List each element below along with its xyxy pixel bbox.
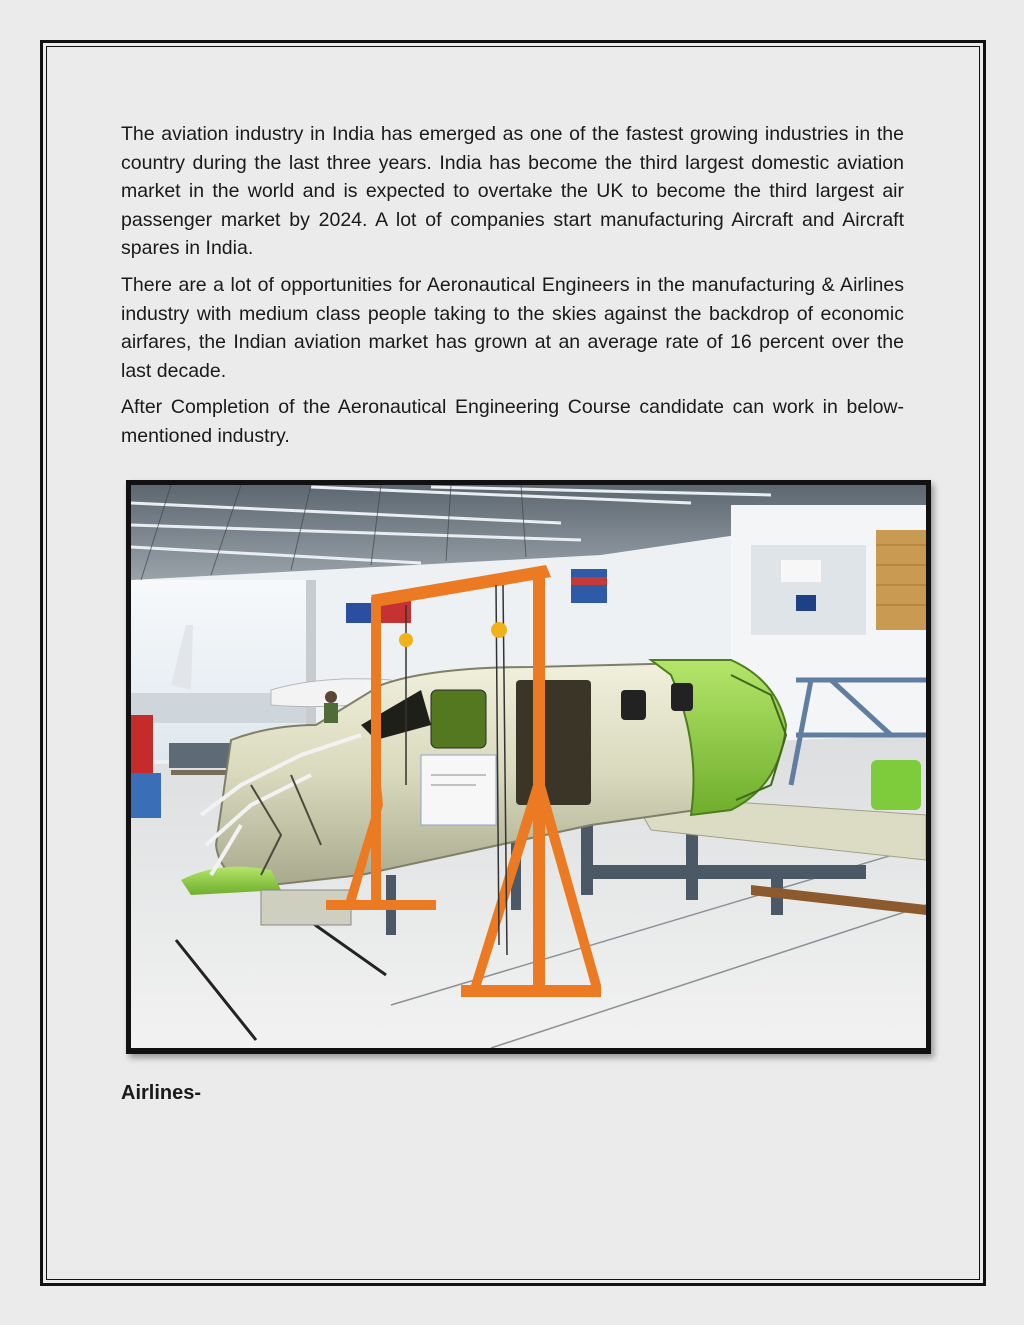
hangar-illustration — [131, 485, 926, 1048]
opportunities-paragraph: There are a lot of opportunities for Aeronautical Engineers in the manufacturing & Airlines industry with medium class people taking to the skies against the backdrop of economic airfares, the Indian aviation market has grown at an average rate of 16 percent over the last decade. — [121, 273, 904, 382]
career-paragraph: After Completion of the Aeronautical Engineering Course candidate can work in below- mentioned industry. — [121, 396, 904, 447]
photo-canvas — [131, 485, 926, 1048]
aircraft-hangar-photo — [126, 480, 931, 1054]
intro-paragraph: The aviation industry in India has emerged as one of the fastest growing industries in the country during the last three years. India has become the third largest domestic aviation market in the world and is expected to overtake the UK to become the third largest air passenger market by 2024. A lot of companies start manufacturing Aircraft and Aircraft spares in India. — [121, 123, 904, 260]
document-body — [121, 120, 904, 459]
section-heading-airlines: Airlines- — [121, 1082, 202, 1104]
